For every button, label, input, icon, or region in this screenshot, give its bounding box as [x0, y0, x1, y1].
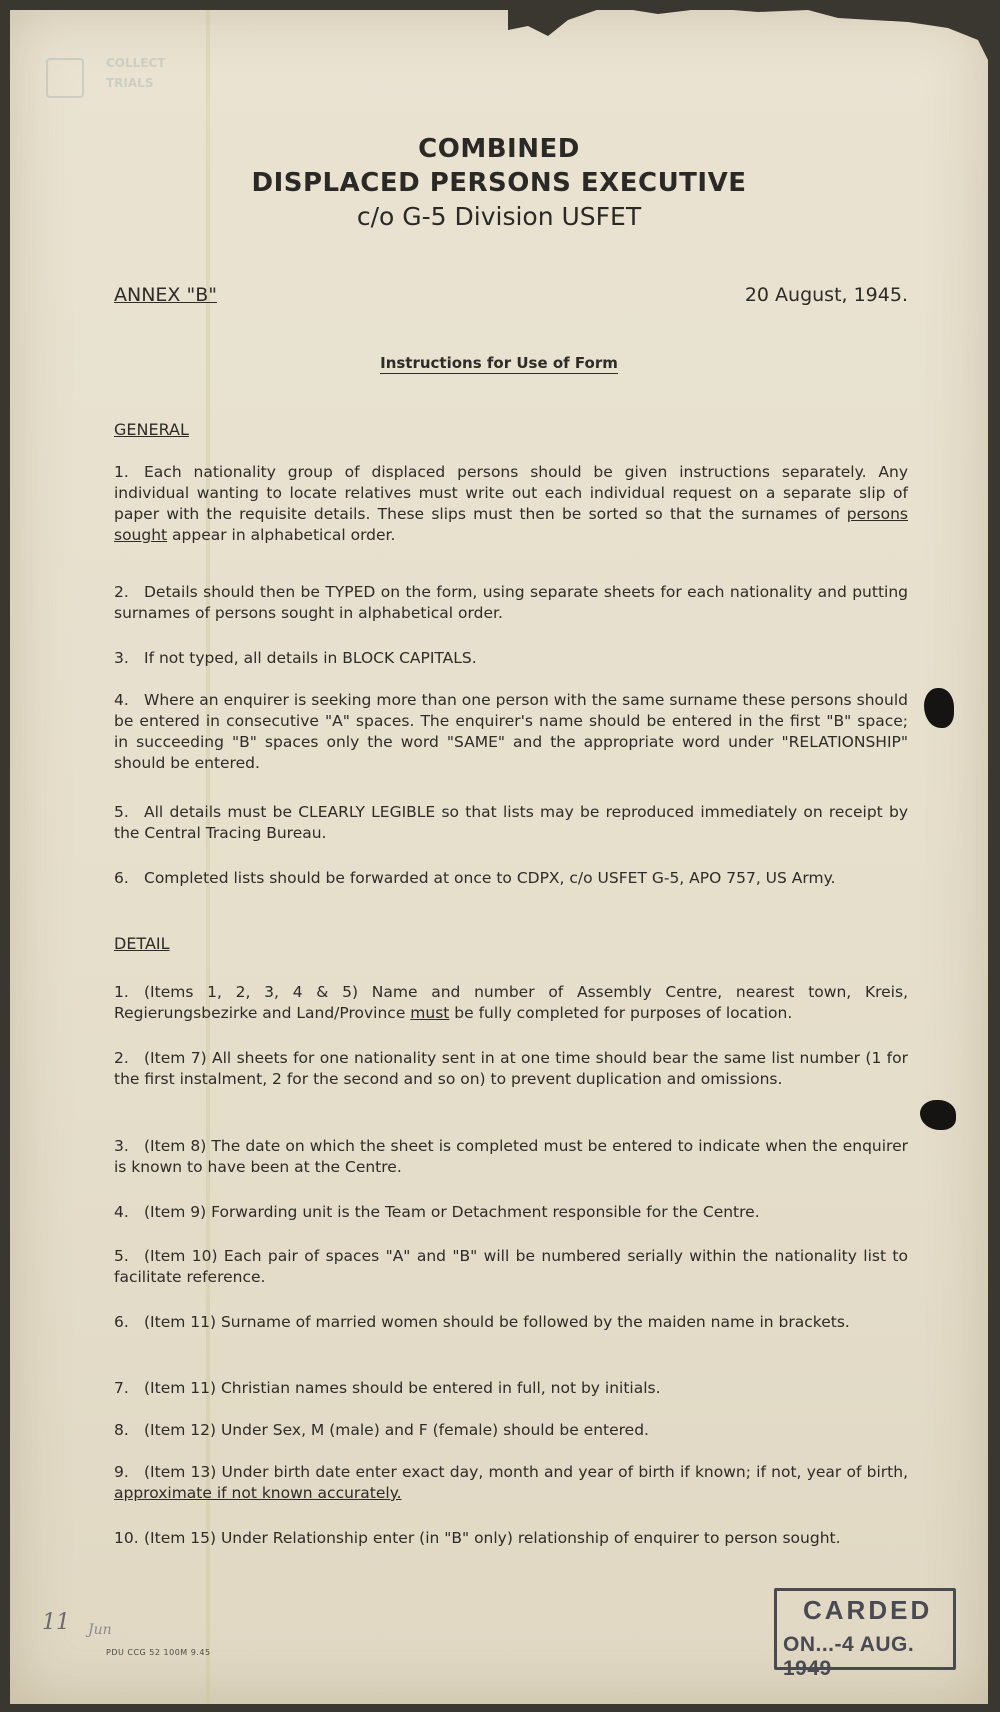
general-item-2: 2. Details should then be TYPED on the form, using separate sheets for each nationality and putting surnames of persons sought in alphabetical order.: [114, 583, 908, 622]
general-item-4: 4. Where an enquirer is seeking more than one person with the same surname these persons should be entered in consecutive "A" spaces. The enquirer's name should be entered in the first "B" space; in succeeding "B" spaces only the word "SAME" and the appropriate word under "RELATIONSHIP" should be entered.: [114, 691, 908, 772]
detail-item-8: 8. (Item 12) Under Sex, M (male) and F (female) should be entered.: [114, 1421, 649, 1439]
torn-edge: [508, 10, 988, 60]
faded-stamp-line2: TRIALS: [106, 76, 154, 90]
instructions-title: [10, 354, 988, 372]
faded-stamp: [46, 54, 166, 102]
header-line3: c/o G-5 Division USFET: [356, 202, 642, 231]
general-item-6: 6. Completed lists should be forwarded at once to CDPX, c/o USFET G-5, APO 757, US Army.: [114, 869, 836, 887]
detail-item-5: 5. (Item 10) Each pair of spaces "A" and "B" will be numbered serially within the nationality list to facilitate reference.: [114, 1247, 908, 1286]
general-item-5: 5. All details must be CLEARLY LEGIBLE so that lists may be reproduced immediately on receipt by the Central Tracing Bureau.: [114, 803, 908, 842]
detail-heading: DETAIL: [114, 934, 170, 953]
header-line1: COMBINED: [418, 134, 580, 164]
faded-stamp-emblem: [46, 58, 84, 98]
document-header: [10, 132, 988, 234]
detail-item-2: 2. (Item 7) All sheets for one nationality sent in at one time should bear the same list number (1 for the first instalment, 2 for the second and so on) to prevent duplication and omissions.: [114, 1049, 908, 1088]
detail-item-9: 9. (Item 13) Under birth date enter exact day, month and year of birth if known; if not, year of birth, approximate if not known accurately.: [114, 1463, 908, 1502]
detail-item-1: 1. (Items 1, 2, 3, 4 & 5) Name and number of Assembly Centre, nearest town, Kreis, Regierungsbezirke and Land/Province must be fully completed for purposes of location.: [114, 983, 908, 1022]
annex-label: ANNEX "B": [114, 284, 217, 306]
detail-item-6: 6. (Item 11) Surname of married women should be followed by the maiden name in brackets.: [114, 1313, 850, 1331]
instructions-title-text: Instructions for Use of Form: [380, 354, 618, 372]
document-date: 20 August, 1945.: [744, 284, 908, 306]
detail-item-10: 10. (Item 15) Under Relationship enter (in "B" only) relationship of enquirer to person sought.: [114, 1529, 841, 1547]
detail-item-4: 4. (Item 9) Forwarding unit is the Team or Detachment responsible for the Centre.: [114, 1203, 760, 1221]
general-heading: GENERAL: [114, 420, 189, 439]
ink-blot-lower: [920, 1100, 956, 1130]
carded-stamp-title: CARDED: [803, 1595, 933, 1625]
paper-fold-line: [206, 10, 210, 1704]
document-page: [10, 10, 988, 1704]
general-item-3: 3. If not typed, all details in BLOCK CAPITALS.: [114, 649, 477, 667]
general-item-1: 1. Each nationality group of displaced persons should be given instructions separately. Any individual wanting to locate relatives must write out each individual request on a separate slip of paper with the requisite details. These slips must then be sorted so that the surnames of persons sought appear in alphabetical order.: [114, 463, 908, 544]
print-code: PDU CCG 52 100M 9.45: [106, 1648, 211, 1657]
carded-stamp-date: ON...-4 AUG. 1949: [783, 1633, 915, 1680]
ink-blot-upper: [924, 688, 954, 728]
handwritten-month: Jun: [88, 1622, 112, 1638]
handwritten-number: 11: [42, 1610, 70, 1635]
detail-item-7: 7. (Item 11) Christian names should be entered in full, not by initials.: [114, 1379, 661, 1397]
detail-item-3: 3. (Item 8) The date on which the sheet is completed must be entered to indicate when the enquirer is known to have been at the Centre.: [114, 1137, 908, 1176]
faded-stamp-line1: COLLECT: [106, 56, 166, 70]
carded-stamp: [774, 1588, 956, 1680]
header-line2: DISPLACED PERSONS EXECUTIVE: [251, 168, 747, 198]
